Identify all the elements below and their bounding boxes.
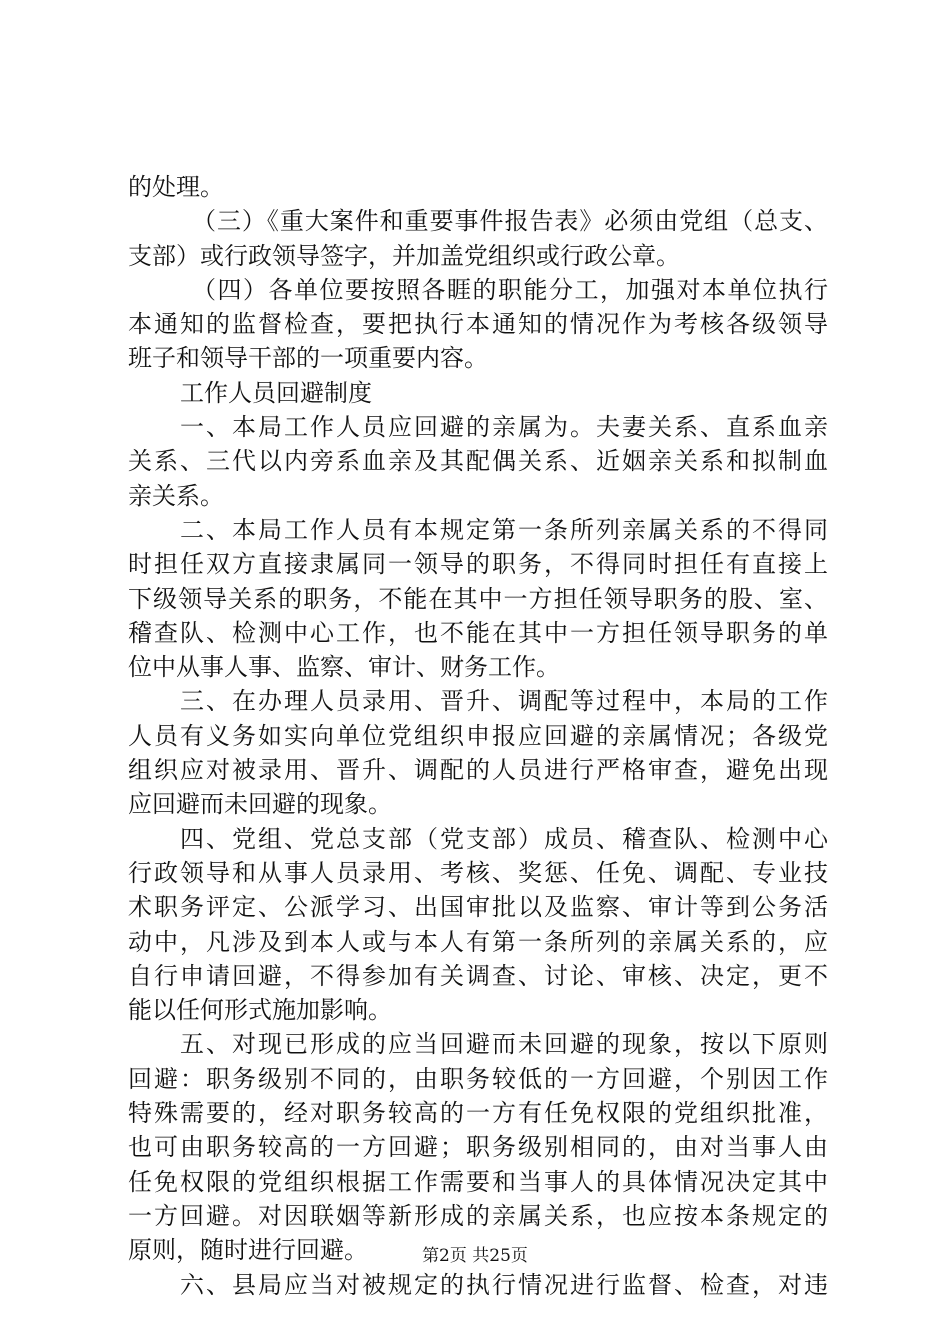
text-line: 本通知的监督检查，要把执行本通知的情况作为考核各级领导: [128, 310, 828, 339]
text-line: 四、党组、党总支部（党支部）成员、稽查队、检测中心: [180, 824, 828, 853]
text-line: （四）各单位要按照各睚的职能分工，加强对本单位执行: [192, 275, 828, 304]
text-line: 关系、三代以内旁系血亲及其配偶关系、近姻亲关系和拟制血: [128, 447, 828, 476]
text-line: 原则，随时进行回避。: [128, 1236, 368, 1265]
text-line: 工作人员回避制度: [180, 378, 372, 407]
text-line: 亲关系。: [128, 481, 224, 510]
text-line: 五、对现已形成的应当回避而未回避的现象，按以下原则: [180, 1030, 828, 1059]
text-line: 的处理。: [128, 173, 224, 201]
text-line: 位中从事人事、监察、审计、财务工作。: [128, 653, 560, 682]
text-line: 应回避而未回避的现象。: [128, 790, 392, 819]
text-line: 稽查队、检测中心工作，也不能在其中一方担任领导职务的单: [128, 618, 828, 647]
text-line: 组织应对被录用、晋升、调配的人员进行严格审查，避免出现: [128, 756, 828, 785]
text-line: 下级领导关系的职务，不能在其中一方担任领导职务的股、室、: [128, 584, 828, 613]
text-line: 回避：职务级别不同的，由职务较低的一方回避，个别因工作: [128, 1064, 828, 1093]
text-line: 二、本局工作人员有本规定第一条所列亲属关系的不得同: [180, 515, 828, 544]
text-line: 人员有义务如实向单位党组织申报应回避的亲属情况；各级党: [128, 721, 828, 750]
text-line: 任免权限的党组织根据工作需要和当事人的具体情况决定其中: [128, 1167, 828, 1196]
page-footer: 第2页 共25页: [422, 1246, 528, 1266]
text-line: 一、本局工作人员应回避的亲属为。夫妻关系、直系血亲: [180, 413, 828, 442]
text-line: （三）《重大案件和重要事件报告表》必须由党组（总支、: [192, 207, 828, 236]
text-line: 时担任双方直接隶属同一领导的职务，不得同时担任有直接上: [128, 550, 828, 579]
text-line: 六、县局应当对被规定的执行情况进行监督、检查，对违: [180, 1270, 828, 1299]
document-body: [128, 170, 828, 1302]
text-line: 三、在办理人员录用、晋升、调配等过程中，本局的工作: [180, 687, 828, 716]
text-line: 术职务评定、公派学习、出国审批以及监察、审计等到公务活: [128, 893, 828, 922]
text-line: 也可由职务较高的一方回避；职务级别相同的，由对当事人由: [128, 1133, 828, 1162]
text-line: 支部）或行政领导签字，并加盖党组织或行政公章。: [128, 241, 680, 270]
text-line: 动中，凡涉及到本人或与本人有第一条所列的亲属关系的，应: [128, 927, 828, 956]
text-line: 行政领导和从事人员录用、考核、奖惩、任免、调配、专业技: [128, 858, 828, 887]
text-line: 能以任何形式施加影响。: [128, 996, 392, 1025]
text-line: 班子和领导干部的一项重要内容。: [128, 344, 488, 373]
text-line: 自行申请回避，不得参加有关调查、讨论、审核、决定，更不: [128, 961, 828, 990]
text-line: 一方回避。对因联姻等新形成的亲属关系，也应按本条规定的: [128, 1201, 828, 1230]
text-line: 特殊需要的，经对职务较高的一方有任免权限的党组织批准，: [128, 1099, 828, 1128]
